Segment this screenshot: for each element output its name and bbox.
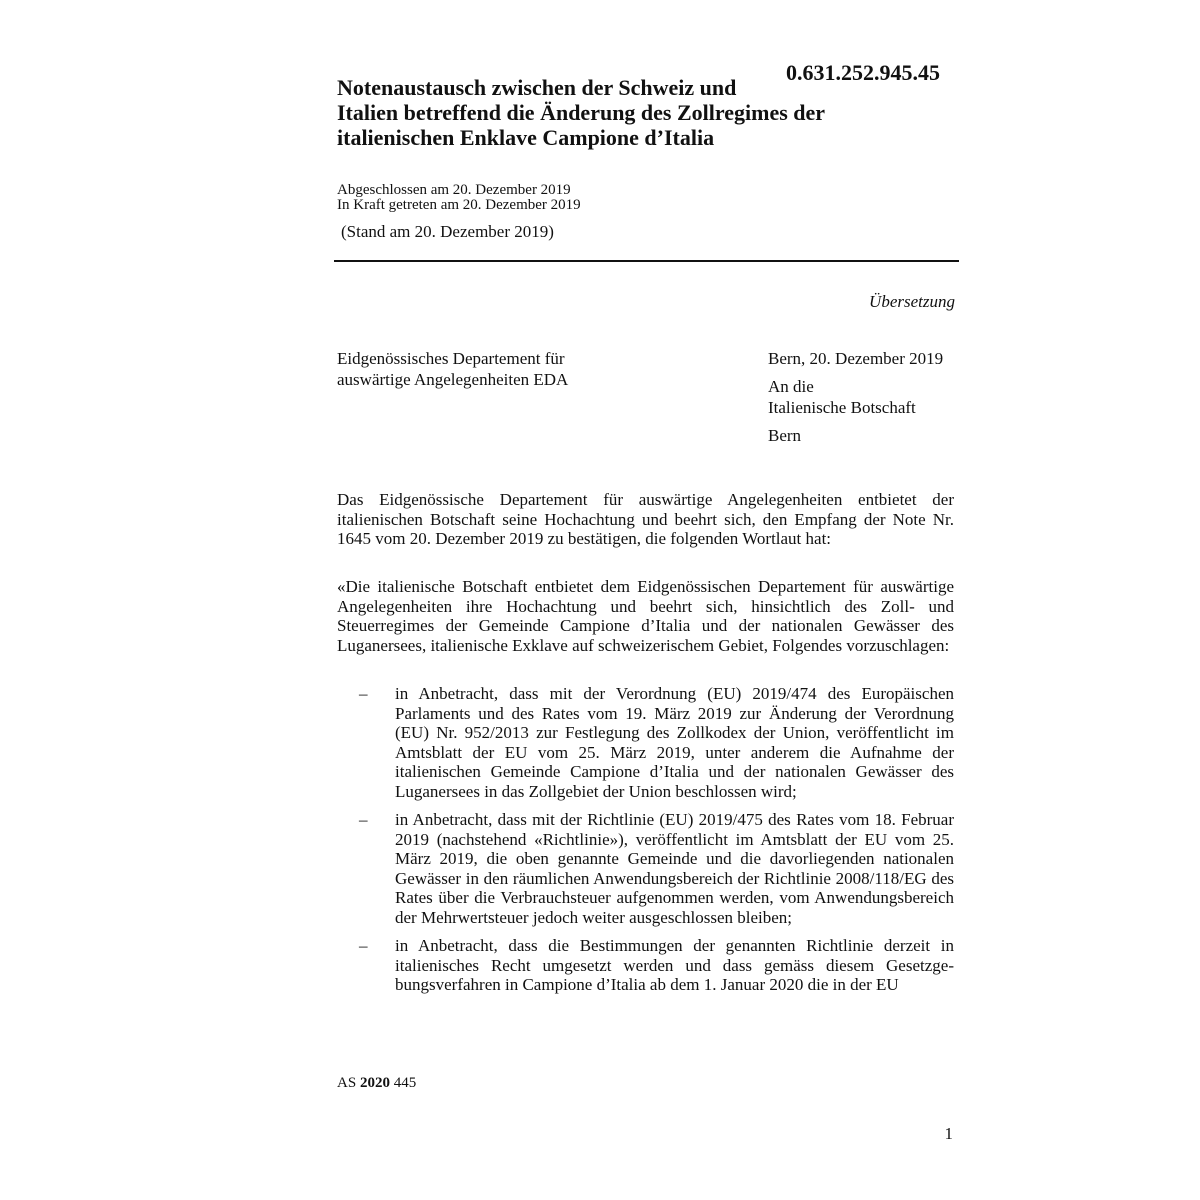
dash-bullet: – [359,810,368,829]
in-force-date: In Kraft getreten am 20. Dezember 2019 [337,197,581,213]
dash-bullet: – [359,684,368,703]
list-item [337,684,954,801]
recipient-block [768,348,943,446]
title-line: Notenaustausch zwischen der Schweiz und [337,75,737,100]
list-item-text: in Anbetracht, dass mit der Richtlinie (EU) 2019/475 des Rates vom 18. Februar 2019 (nachstehend «Richtlinie»), veröffentlicht im Amtsblatt der EU vom 25. März 2019, die oben genannte Gemeinde und die davorliegenden nationalen Gewässer in den räumlichen Anwendungsbereich der Richtlinie 2008/118/EG des Rates über die Verbrauchsteuer aufgenommen werden, vom Anwendungsbereich der Mehrwertsteuer jedoch weiter ausgeschlossen bleiben; [395,810,954,927]
document-title [337,75,897,150]
recipient-line: An die [768,377,814,396]
title-line: Italien betreffend die Änderung des Zollregimes der [337,100,826,125]
paragraph-note-quote: «Die italienische Botschaft entbietet dem Eidgenössischen Departement für auswärtige Angelegenheiten ihre Hochachtung und beehrt sich, hinsichtlich des Zoll- und Steuerregimes der Gemeinde Campione d’Italia und der nationalen Gewässer des Luganersees, italienische Exklave auf schweizerischem Gebiet, Folgendes vorzuschlagen: [337,577,954,655]
as-page: 445 [393,1075,417,1091]
considerations-list [337,684,954,1004]
list-item-text: in Anbetracht, dass die Bestimmungen der genannten Richtlinie derzeit in italienisches Recht umgesetzt werden und dass gemäss diesem Gesetzgebungsverfahren in Campione d’Italia ab dem 1. Januar 2020 die in der EU [395,936,954,994]
translation-note: Übersetzung [869,292,955,311]
sr-number: 0.631.252.945.45 [786,60,940,85]
sender-line: Eidgenössisches Departement für [337,349,565,368]
recipient-line: Italienische Botschaft [768,398,916,417]
place-date: Bern, 20. Dezember 2019 [768,349,944,368]
sender-line: auswärtige Angelegenheiten EDA [337,370,569,389]
status-date: (Stand am 20. Dezember 2019) [341,222,554,241]
concluded-date: Abgeschlossen am 20. Dezember 2019 [337,182,571,198]
list-item-text: in Anbetracht, dass mit der Verordnung (EU) 2019/474 des Europäischen Parlaments und des Rates vom 19. März 2019 zur Änderung der Verordnung (EU) Nr. 952/2013 zur Festlegung des Zollkodex der Union, veröffentlicht im Amtsblatt der EU vom 25. März 2019, unter anderem die Aufnahme der italienischen Gemeinde Campione d’Italia und der nationalen Gewässer des Luganersees in das Zollgebiet der Union beschlossen wird; [395,684,954,801]
header-divider [334,260,959,262]
page-number: 1 [944,1124,953,1143]
paragraph-acknowledgement: Das Eidgenössische Departement für auswärtige Angelegenheiten entbietet der italienischen Botschaft seine Hochachtung und beehrt sich, den Empfang der Note Nr. 1645 vom 20. Dezember 2019 zu bestätigen, die folgenden Wortlaut hat: [337,490,954,548]
list-item [337,810,954,927]
as-prefix: AS [337,1075,357,1091]
title-line: italienischen Enklave Campione d’Italia [337,125,715,150]
recipient-city: Bern [768,426,802,445]
dash-bullet: – [359,936,368,955]
as-year: 2020 [359,1075,390,1091]
document-metadata [337,183,581,213]
sender-block [337,348,568,390]
official-compilation-reference [337,1075,416,1092]
list-item [337,936,954,995]
